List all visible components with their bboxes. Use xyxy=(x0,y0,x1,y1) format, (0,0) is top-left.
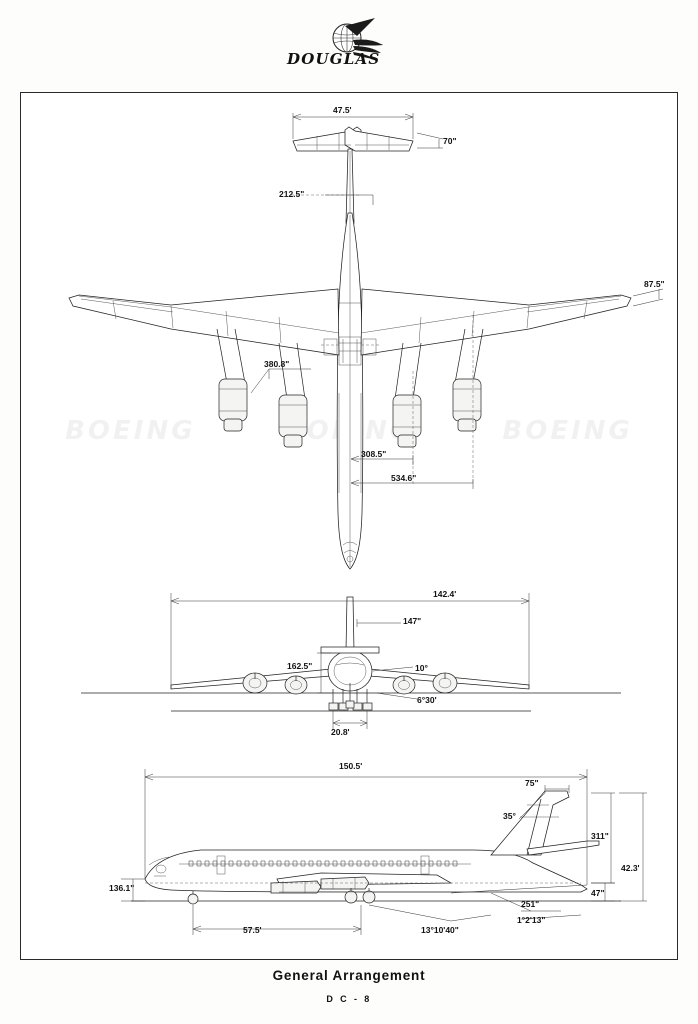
top-plan-view-drawing xyxy=(21,93,677,959)
globe-with-wings-icon xyxy=(279,16,419,78)
dim-rudder-chord: 47" xyxy=(591,888,605,898)
dim-wing-anhedral: 6°30' xyxy=(417,695,437,705)
douglas-logo xyxy=(0,14,698,80)
dim-wing-tip-chord: 87.5" xyxy=(644,279,665,289)
dim-wing-span: 142.4' xyxy=(433,589,457,599)
dim-engine-spacing-outer: 380.8" xyxy=(264,359,290,369)
watermark-text: BOEING xyxy=(65,416,196,446)
dim-tail-clearance-angle: 13°10'40" xyxy=(421,925,459,935)
dim-wheelbase: 57.5' xyxy=(243,925,262,935)
page-title: General Arrangement xyxy=(272,968,426,983)
dim-tailcone-station: 251" xyxy=(521,899,540,909)
page-subtitle: D C - 8 xyxy=(326,994,372,1004)
logo-wordmark: DOUGLAS xyxy=(287,50,381,68)
drawing-frame xyxy=(20,92,678,960)
dim-tail-tip-chord: 70" xyxy=(443,136,457,146)
dim-fuselage-ground: 162.5" xyxy=(287,661,313,671)
dim-overall-length: 150.5' xyxy=(339,761,363,771)
dim-fin-sweep: 35° xyxy=(503,811,516,821)
dim-tail-span: 47.5' xyxy=(333,105,352,115)
dim-fuselage-incidence: 1°2'13" xyxy=(517,915,546,925)
dim-wing-root-station: 534.6" xyxy=(391,473,417,483)
dim-fin-tip-chord: 75" xyxy=(525,778,539,788)
side-elevation-drawing xyxy=(121,769,647,935)
dim-fin-height-side: 311" xyxy=(591,831,609,841)
dim-engine-spacing-inner: 308.5" xyxy=(361,449,387,459)
dim-main-gear-track: 20.8' xyxy=(331,727,350,737)
dim-dihedral: 10° xyxy=(415,663,428,673)
dim-horiz-stab-station: 212.5" xyxy=(279,189,305,199)
watermark-text: BOEING xyxy=(502,416,633,446)
dim-tail-height: 42.3' xyxy=(621,863,640,873)
dim-nose-height: 136.1" xyxy=(109,883,135,893)
dim-fin-height-front: 147" xyxy=(403,616,422,626)
front-elevation-drawing xyxy=(81,593,621,729)
